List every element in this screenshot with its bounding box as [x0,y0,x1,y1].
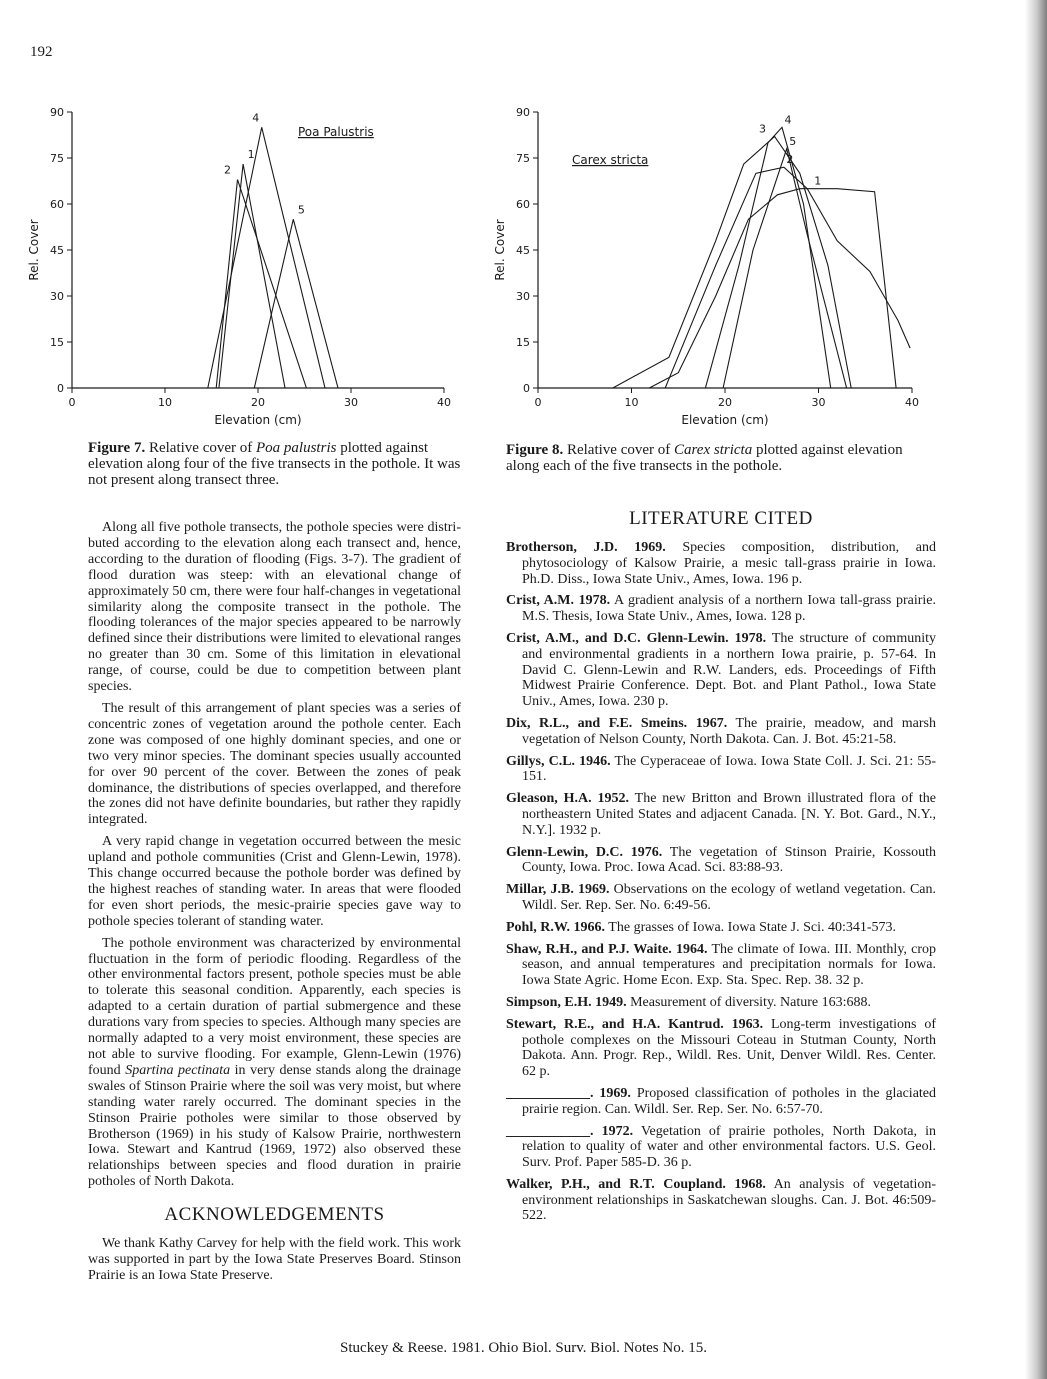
right-column [506,508,936,1230]
figure-7-caption [88,440,463,488]
reference-text: The vegetation of Stinson Prairie, Kossouth County, Iowa. Proc. Iowa Acad. Sci. 83:88-93. [522,844,936,876]
reference-text: Measurement of diversity. Nature 163:688. [626,994,872,1010]
body-paragraph-3: A very rapid change in vegetation occurred between the mesic upland and pothole communities (Crist and Glenn-Lewin, 1978). This change occurred because the pothole border was defined by the highest reaches of standing water. In areas that were flooded for even short periods, the mesic-prairie species gave way to pothole species tolerant of standing water. [88,834,461,929]
x-tick-label: 20 [251,396,265,409]
x-tick-label: 10 [624,396,639,409]
figure-8-caption-post: plotted against elevation along each of the five transects in the pothole. [506,442,903,474]
x-axis-title: Elevation (cm) [681,413,769,427]
reference-author: Gillys, C.L. 1946. [506,753,611,769]
acknowledgements-text: We thank Kathy Carvey for help with the field work. This work was supported in part by the Iowa State Preserves Board. Stinson Prairie is an Iowa State Preserve. [88,1236,461,1283]
reference-author: Walker, P.H., and R.T. Coupland. 1968. [506,1176,766,1192]
reference-item [506,1177,936,1224]
reference-author: Simpson, E.H. 1949. [506,994,627,1010]
body-paragraph-4 [88,936,461,1191]
reference-item [506,882,936,914]
y-tick-label: 90 [50,106,64,119]
y-axis-title: Rel. Cover [493,219,507,281]
series-label: 5 [297,203,305,217]
figure-7-caption-post: plotted against elevation along four of the five transects in the pothole. It was not present along transect three. [88,440,461,488]
reference-item [506,1017,936,1080]
reference-text: An analysis of vegetation-environment relationships in Saskatchewan sloughs. Can. J. Bot. 46:509-522. [522,1176,937,1224]
reference-item [506,942,936,989]
y-tick-label: 90 [516,106,530,119]
figure-7-chart [28,96,458,426]
reference-text: The climate of Iowa. III. Monthly, crop season, and annual temperatures and precipitation normals for Iowa. Iowa State Agric. Home Econ. Exp. Sta. Spec. Rep. 38. 32 p. [522,941,936,989]
reference-item [506,631,936,710]
reference-text: Proposed classification of potholes in the glaciated prairie region. Can. Wildl. Ser. Rep. Ser. No. 6:57-70. [522,1085,937,1117]
figure-7-caption-pre: Relative cover of [145,440,257,456]
series-label: 3 [759,122,767,136]
reference-author: Gleason, H.A. 1952. [506,791,630,807]
reference-item [506,1124,936,1171]
x-tick-label: 0 [534,396,542,409]
reference-text: Species composition, distribution, and phytosociology of Kalsow Prairie, a mesic tall-grass prairie in Iowa. Ph.D. Diss., Iowa State Univ., Ames, Iowa. 196 p. [522,540,936,587]
reference-author: Shaw, R.H., and P.J. Waite. 1964. [506,941,708,957]
reference-item [506,995,936,1011]
series-line-1 [219,164,285,388]
series-label: 2 [786,153,794,167]
binding-shadow [1025,0,1047,1379]
y-tick-label: 75 [516,152,530,165]
reference-text: Long-term investigations of pothole complexes on the Missouri Coteau in Stutman County, North Dakota. Ann. Progr. Rep., Wildl. Res. Unit, Denver Wildl. Res. Center. 62 p. [522,1016,936,1080]
reference-author: ____________. 1969. [506,1085,631,1101]
body-paragraph-4-pre: The pothole environment was characterized by environmental fluctuation in the form of periodic flooding. Regardless of the other environmental factors present, pothole species must be able to tolerate this seasonal condition. Apparently, each species is adapted to a certain duration of partial submergence and these durations vary from species to species. Although many species are normally adapted to a very moist environment, these species are not able to survive flooding. For example, Glenn-Lewin (1976) found [88,935,461,1078]
x-tick-label: 20 [718,396,732,409]
y-tick-label: 60 [516,198,530,211]
figure-8-caption-species: Carex stricta [674,442,753,458]
figure-8-caption [506,442,936,474]
left-column [88,520,461,1290]
x-tick-label: 30 [344,396,358,409]
body-paragraph-1: Along all five pothole transects, the pothole species were distributed according to the elevation along each transect and, hence, according to the duration of flooding (Figs. 3-7). The gradient of flood duration was steep: with an elevational change of approximately 50 cm, there were four half-changes in vegetational similarity along the composite transect in the pothole. The flooding tolerances of the major species appeared to be narrowly defined since their distributions were limited to elevational ranges no greater than 30 cm. Some of this limitation in elevational range, of course, could be due to competition between plant species. [88,520,461,695]
y-tick-label: 60 [50,198,64,211]
figure-8-label: Figure 8. [506,442,564,458]
reference-item [506,791,936,838]
figure-7-svg [28,96,458,426]
series-label: 2 [224,163,232,177]
body-paragraph-4-post: in very dense stands along the drainage swales of Stinson Prairie where the soil was very moist, but where standing water rarely occurred. The dominant species in the Stinson Prairie potholes were similar to those observed by Brotherson (1969) in his study of Kalsow Prairie, northwestern Iowa. Stewart and Kantrud (1969, 1972) also observed these relationships between species and flood duration in prairie potholes of North Dakota. [88,1062,461,1190]
reference-text: The structure of community and environmental gradients in a northern Iowa prairie, p. 57-64. In David C. Glenn-Lewin and R.W. Landers, eds. Proceedings of Fifth Midwest Prairie Conference. Dept. Bot. and Plant Pathol., Iowa State Univ., Ames, Iowa. 230 p. [522,630,936,710]
figure-7-label: Figure 7. [88,440,146,456]
x-tick-label: 30 [811,396,826,409]
chart-title: Carex stricta [572,153,649,167]
reference-author: Crist, A.M. 1978. [506,593,611,609]
y-axis-title: Rel. Cover [27,219,41,281]
reference-author: ____________. 1972. [506,1123,634,1139]
reference-author: Dix, R.L., and F.E. Smeins. 1967. [506,715,728,731]
series-label: 5 [789,134,797,148]
reference-text: The Cyperaceae of Iowa. Iowa State Coll. J. Sci. 21: 55-151. [522,753,936,785]
literature-cited-heading: LITERATURE CITED [629,508,813,529]
x-tick-label: 0 [68,396,76,409]
reference-author: Glenn-Lewin, D.C. 1976. [506,844,663,860]
body-paragraph-2: The result of this arrangement of plant species was a series of concentric zones of vegetation around the pothole center. Each zone was composed of one highly dominant species, and one or two very minor species. The dominant species usually accounted for over 90 percent of the cover. Between the zones of peak dominance, the distributions of species overlapped, and therefore the zones did not have definite boundaries, but rather they rapidly integrated. [88,700,461,828]
series-line-4 [705,127,830,388]
y-tick-label: 45 [50,244,64,257]
reference-text: The new Britton and Brown illustrated flora of the northeastern United States and adjacent Canada. [N. Y. Bot. Gard., N.Y., N.Y.]. 1932 p. [522,791,937,838]
reference-author: Brotherson, J.D. 1969. [506,540,666,555]
figure-8-chart [494,96,934,426]
y-tick-label: 30 [50,290,64,303]
series-line-5 [254,219,338,388]
reference-item [506,716,936,748]
x-tick-label: 40 [905,396,919,409]
series-label: 1 [247,148,255,162]
y-tick-label: 75 [50,152,64,165]
reference-author: Crist, A.M., and D.C. Glenn-Lewin. 1978. [506,630,767,646]
series-label: 4 [784,113,792,127]
series-line-2 [665,167,910,388]
figure-8-caption-pre: Relative cover of [563,442,675,458]
body-paragraph-4-species: Spartina pectinata [125,1062,231,1078]
y-tick-label: 45 [516,244,530,257]
series-label: 1 [814,174,822,188]
reference-item [506,754,936,786]
x-tick-label: 40 [437,396,451,409]
reference-item [506,920,936,936]
reference-item [506,845,936,877]
acknowledgements-heading: ACKNOWLEDGEMENTS [164,1204,385,1226]
reference-author: Pohl, R.W. 1966. [506,919,606,935]
reference-text: The prairie, meadow, and marsh vegetation of Nelson County, North Dakota. Can. J. Bot. 45:21-58. [522,715,936,747]
reference-list [506,540,936,1224]
reference-text: Vegetation of prairie potholes, North Dakota, in relation to quality of water and other environmental factors. U.S. Geol. Surv. Prof. Paper 585-D. 36 p. [522,1123,937,1171]
chart-title: Poa Palustris [298,125,374,139]
reference-author: Millar, J.B. 1969. [506,882,610,898]
series-label: 4 [252,111,260,125]
y-tick-label: 0 [523,382,530,395]
x-axis-title: Elevation (cm) [214,413,302,427]
y-tick-label: 30 [516,290,530,303]
reference-text: The grasses of Iowa. Iowa State J. Sci. 40:341-573. [605,919,897,935]
reference-text: A gradient analysis of a northern Iowa tall-grass prairie. M.S. Thesis, Iowa State Univ., Ames, Iowa. 128 p. [522,593,936,625]
y-tick-label: 15 [50,336,64,349]
x-tick-label: 10 [158,396,172,409]
figure-8-svg [494,96,934,426]
page-number: 192 [30,44,53,60]
y-tick-label: 15 [516,336,530,349]
page-footer: Stuckey & Reese. 1981. Ohio Biol. Surv. Biol. Notes No. 15. [340,1340,707,1356]
reference-item [506,1086,936,1118]
series-line-1 [649,189,896,388]
reference-text: Observations on the ecology of wetland vegetation. Can. Wildl. Ser. Rep. Ser. No. 6:49-56. [522,882,937,913]
reference-item [506,593,936,625]
reference-item [506,540,936,587]
figure-7-caption-species: Poa palustris [256,440,337,456]
reference-author: Stewart, R.E., and H.A. Kantrud. 1963. [506,1016,764,1032]
y-tick-label: 0 [57,382,64,395]
